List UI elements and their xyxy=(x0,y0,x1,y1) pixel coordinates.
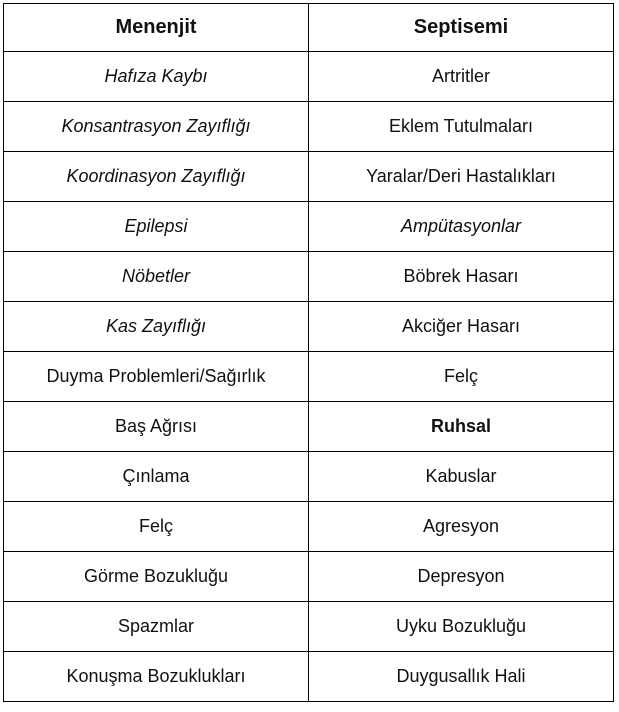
cell-menenjit: Felç xyxy=(4,502,309,552)
cell-menenjit: Hafıza Kaybı xyxy=(4,52,309,102)
header-menenjit: Menenjit xyxy=(4,4,309,52)
cell-menenjit: Duyma Problemleri/Sağırlık xyxy=(4,352,309,402)
cell-septisemi: Ruhsal xyxy=(309,402,614,452)
table-row xyxy=(4,402,614,452)
cell-menenjit: Kas Zayıflığı xyxy=(4,302,309,352)
symptom-table xyxy=(3,3,614,702)
cell-septisemi: Ampütasyonlar xyxy=(309,202,614,252)
cell-menenjit: Koordinasyon Zayıflığı xyxy=(4,152,309,202)
cell-menenjit: Spazmlar xyxy=(4,602,309,652)
cell-septisemi: Kabuslar xyxy=(309,452,614,502)
cell-septisemi: Böbrek Hasarı xyxy=(309,252,614,302)
cell-septisemi: Akciğer Hasarı xyxy=(309,302,614,352)
cell-menenjit: Konsantrasyon Zayıflığı xyxy=(4,102,309,152)
cell-septisemi: Depresyon xyxy=(309,552,614,602)
header-septisemi: Septisemi xyxy=(309,4,614,52)
table-row xyxy=(4,602,614,652)
table-row xyxy=(4,452,614,502)
table-row xyxy=(4,52,614,102)
cell-septisemi: Duygusallık Hali xyxy=(309,652,614,702)
table-body xyxy=(4,52,614,702)
table-row xyxy=(4,102,614,152)
cell-menenjit: Konuşma Bozuklukları xyxy=(4,652,309,702)
table-row xyxy=(4,652,614,702)
table-row xyxy=(4,252,614,302)
table-row xyxy=(4,502,614,552)
table-row xyxy=(4,152,614,202)
table-row xyxy=(4,552,614,602)
cell-menenjit: Çınlama xyxy=(4,452,309,502)
cell-septisemi: Artritler xyxy=(309,52,614,102)
table-row xyxy=(4,352,614,402)
cell-septisemi: Yaralar/Deri Hastalıkları xyxy=(309,152,614,202)
cell-menenjit: Nöbetler xyxy=(4,252,309,302)
cell-septisemi: Agresyon xyxy=(309,502,614,552)
table-row xyxy=(4,302,614,352)
cell-septisemi: Uyku Bozukluğu xyxy=(309,602,614,652)
cell-menenjit: Görme Bozukluğu xyxy=(4,552,309,602)
cell-septisemi: Felç xyxy=(309,352,614,402)
cell-septisemi: Eklem Tutulmaları xyxy=(309,102,614,152)
cell-menenjit: Epilepsi xyxy=(4,202,309,252)
table-row xyxy=(4,202,614,252)
header-row xyxy=(4,4,614,52)
cell-menenjit: Baş Ağrısı xyxy=(4,402,309,452)
